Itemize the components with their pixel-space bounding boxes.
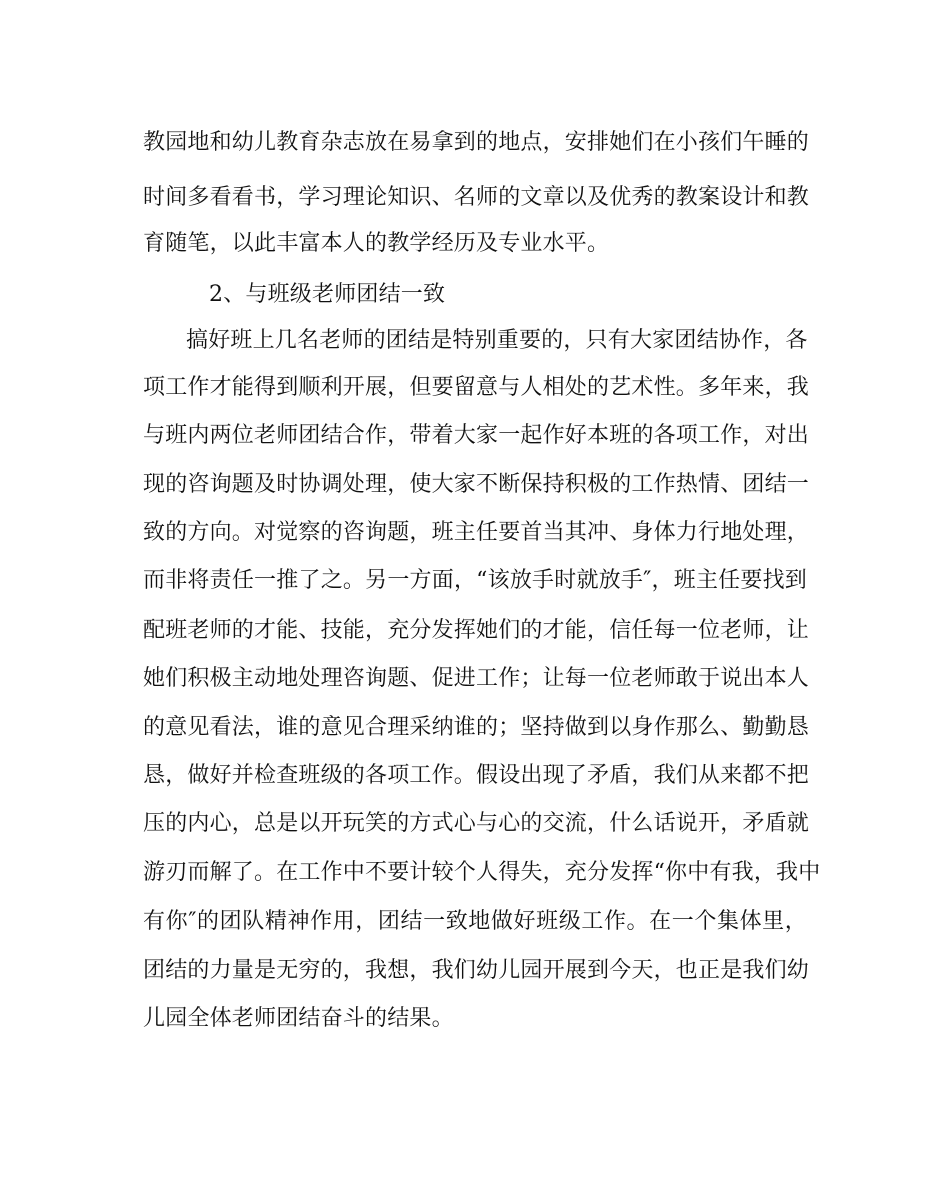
text-line: 游刃而解了。在工作中不要计较个人得失，充分发挥“你中有我，我中 xyxy=(143,860,821,885)
text-line: 教园地和幼儿教育杂志放在易拿到的地点，安排她们在小孩们午睡的 xyxy=(143,130,810,155)
text-line: 与班内两位老师团结合作，带着大家一起作好本班的各项工作，对出 xyxy=(143,423,810,448)
text-line: 育随笔，以此丰富本人的教学经历及专业水平。 xyxy=(143,231,610,256)
text-line: 团结的力量是无穷的，我想，我们幼儿园开展到今天，也正是我们幼 xyxy=(143,958,810,983)
text-line: 现的咨询题及时协调处理，使大家不断保持积极的工作热情、团结一 xyxy=(143,472,810,497)
text-line: 项工作才能得到顺利开展，但要留意与人相处的艺术性。多年来，我 xyxy=(143,375,810,400)
text-line: 搞好班上几名老师的团结是特别重要的，只有大家团结协作，各 xyxy=(186,328,808,353)
section-heading: 2、与班级老师团结一致 xyxy=(209,282,446,307)
text-line: 配班老师的才能、技能，充分发挥她们的才能，信任每一位老师，让 xyxy=(143,618,810,643)
text-line: 她们积极主动地处理咨询题、促进工作；让每一位老师敢于说出本人 xyxy=(143,666,810,691)
text-line: 恳，做好并检查班级的各项工作。假设出现了矛盾，我们从来都不把 xyxy=(143,763,810,788)
text-line: 致的方向。对觉察的咨询题，班主任要首当其冲、身体力行地处理， xyxy=(143,520,810,545)
text-line: 而非将责任一推了之。另一方面，“该放手时就放手″，班主任要找到 xyxy=(143,568,807,593)
text-line: 时间多看看书，学习理论知识、名师的文章以及优秀的教案设计和教 xyxy=(143,185,810,210)
text-line: 有你″的团队精神作用，团结一致地做好班级工作。在一个集体里， xyxy=(143,909,807,934)
text-line: 的意见看法，谁的意见合理采纳谁的；坚持做到以身作那么、勤勤恳 xyxy=(143,715,810,740)
text-line: 儿园全体老师团结奋斗的结果。 xyxy=(143,1006,454,1031)
text-line: 压的内心，总是以开玩笑的方式心与心的交流，什么话说开，矛盾就 xyxy=(143,811,810,836)
